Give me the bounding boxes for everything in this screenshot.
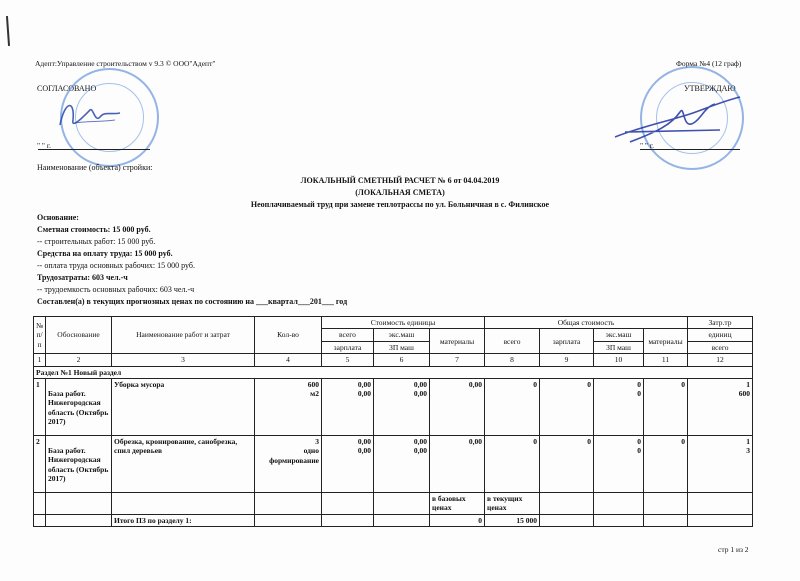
table-row xyxy=(34,435,753,492)
row-name: Уборка мусора xyxy=(112,378,255,435)
labor-hours-line: Трудозатраты: 603 чел.-ч xyxy=(37,273,128,282)
header-unit-exm: экс.маш xyxy=(374,329,430,341)
qty-unit: м2 xyxy=(310,389,319,399)
row-unit-materials: 0,00 xyxy=(430,378,485,435)
header-name: Наименование работ и затрат xyxy=(112,317,255,354)
base-prices-label: в базовых ценах xyxy=(430,492,485,514)
col-number: 12 xyxy=(688,354,753,366)
approved-label: УТВЕРЖДАЮ xyxy=(684,84,736,93)
row-basis: База работ. Нижегородская область (Октябрь 2017) xyxy=(46,378,112,435)
unit-salary-value: 0,00 xyxy=(357,446,371,456)
info-block xyxy=(37,212,537,308)
underline-right xyxy=(640,149,740,150)
row-qty xyxy=(255,435,322,492)
construction-cost-line: -- строительных работ: 15 000 руб. xyxy=(37,237,156,246)
qty-unit: одно формирование xyxy=(269,446,319,465)
row-labor xyxy=(688,378,753,435)
estimate-table xyxy=(33,316,753,527)
total-exm-value: 0 xyxy=(637,379,642,389)
col-number: 3 xyxy=(112,354,255,366)
row-total-total: 0 xyxy=(485,435,540,492)
col-number: 11 xyxy=(644,354,688,366)
header-total-salary: зарплата xyxy=(540,329,594,354)
section-title: Раздел №1 Новый раздел xyxy=(34,366,753,378)
row-basis: База работ. Нижегородская область (Октябрь 2017) xyxy=(46,435,112,492)
header-labor-total: всего xyxy=(688,341,753,353)
qty-value: 3 xyxy=(315,436,319,446)
labor-intensity-line: -- трудоемкость основных рабочих: 603 чел.-ч xyxy=(37,285,195,294)
header-total-cost: Общая стоимость xyxy=(485,317,688,329)
total-base-value: 0 xyxy=(430,514,485,526)
labor-funds-line: Средства на оплату труда: 15 000 руб. xyxy=(37,249,173,258)
header-unit-salary: зарплата xyxy=(322,341,374,353)
col-number: 10 xyxy=(594,354,644,366)
software-label: Адепт:Управление строительством v 9.3 © ООО"Адепт" xyxy=(35,59,216,68)
row-total-exm xyxy=(594,378,644,435)
form-label: Форма №4 (12 граф) xyxy=(676,59,742,68)
header-unit-total: всего xyxy=(322,329,374,341)
col-number: 7 xyxy=(430,354,485,366)
col-number: 4 xyxy=(255,354,322,366)
document-subtitle: (ЛОКАЛЬНАЯ СМЕТА) xyxy=(355,188,445,197)
signature-left xyxy=(55,95,125,135)
unit-zpm-value: 0,00 xyxy=(413,389,427,399)
document-description: Неоплачиваемый труд при замене теплотрассы по ул. Больничная в с. Филинское xyxy=(250,200,550,209)
page-number: стр 1 из 2 xyxy=(718,545,749,554)
labor-unit-value: 1 xyxy=(746,436,751,446)
row-labor xyxy=(688,435,753,492)
current-prices-label: в текущих ценах xyxy=(485,492,540,514)
col-number: 8 xyxy=(485,354,540,366)
total-zpm-value: 0 xyxy=(637,389,642,399)
row-name: Обрезка, кронирование, санобрезка, спил деревьев xyxy=(112,435,255,492)
labor-total-value: 3 xyxy=(746,446,751,456)
unit-zpm-value: 0,00 xyxy=(413,446,427,456)
total-current-value: 15 000 xyxy=(485,514,540,526)
total-zpm-value: 0 xyxy=(637,446,642,456)
estimated-cost-line: Сметная стоимость: 15 000 руб. xyxy=(37,225,151,234)
signature-right xyxy=(610,92,750,152)
total-row xyxy=(34,514,753,526)
total-label: Итого ПЗ по разделу 1: xyxy=(112,514,255,526)
header-unit-materials: материалы xyxy=(430,329,485,354)
document-title: ЛОКАЛЬНЫЙ СМЕТНЫЙ РАСЧЕТ № 6 от 04.04.2019 xyxy=(300,176,500,185)
header-unit-zpm: ЗП маш xyxy=(374,341,430,353)
header-unit-cost: Стоимость единицы xyxy=(322,317,485,329)
prices-date-line: Составлен(а) в текущих прогнозных ценах по состоянию на ___квартал___201___ год xyxy=(37,297,348,306)
header-total-materials: материалы xyxy=(644,329,688,354)
row-unit-materials: 0,00 xyxy=(430,435,485,492)
agreed-label: СОГЛАСОВАНО xyxy=(37,84,97,93)
row-total-materials: 0 xyxy=(644,435,688,492)
row-num: 1 xyxy=(34,378,46,435)
date-line-left: " " г. xyxy=(37,141,51,150)
page-edge-mark xyxy=(6,16,10,46)
header-total-exm: экс.маш xyxy=(594,329,644,341)
col-number: 9 xyxy=(540,354,594,366)
col-number: 5 xyxy=(322,354,374,366)
basis-line: Основание: xyxy=(37,213,79,222)
labor-wages-line: -- оплата труда основных рабочих: 15 000 руб. xyxy=(37,261,195,270)
row-total-total: 0 xyxy=(485,378,540,435)
col-number: 2 xyxy=(46,354,112,366)
unit-total-value: 0,00 xyxy=(357,436,371,446)
header-basis: Обоснование xyxy=(46,317,112,354)
labor-unit-value: 1 xyxy=(746,379,751,389)
header-qty: Кол-во xyxy=(255,317,322,354)
header-total-zpm: ЗП маш xyxy=(594,341,644,353)
row-total-salary: 0 xyxy=(540,378,594,435)
underline-left xyxy=(38,149,150,150)
header-total-total: всего xyxy=(485,329,540,354)
table-row xyxy=(34,378,753,435)
header-labor-unit: единиц xyxy=(688,329,753,341)
unit-total-value: 0,00 xyxy=(357,379,371,389)
col-number: 1 xyxy=(34,354,46,366)
row-unit-total xyxy=(322,378,374,435)
row-num: 2 xyxy=(34,435,46,492)
unit-salary-value: 0,00 xyxy=(357,389,371,399)
date-line-right: " " г. xyxy=(640,141,654,150)
col-number: 6 xyxy=(374,354,430,366)
object-label: Наименование (объекта) стройки: xyxy=(37,163,153,172)
unit-exm-value: 0,00 xyxy=(413,436,427,446)
row-unit-exm xyxy=(374,435,430,492)
unit-exm-value: 0,00 xyxy=(413,379,427,389)
header-num: № п/п xyxy=(34,317,46,354)
total-exm-value: 0 xyxy=(637,436,642,446)
row-unit-total xyxy=(322,435,374,492)
row-total-exm xyxy=(594,435,644,492)
qty-value: 600 xyxy=(307,379,319,389)
header-labor: Затр.тр xyxy=(688,317,753,329)
row-qty xyxy=(255,378,322,435)
row-total-materials: 0 xyxy=(644,378,688,435)
row-unit-exm xyxy=(374,378,430,435)
row-total-salary: 0 xyxy=(540,435,594,492)
labor-total-value: 600 xyxy=(738,389,751,399)
